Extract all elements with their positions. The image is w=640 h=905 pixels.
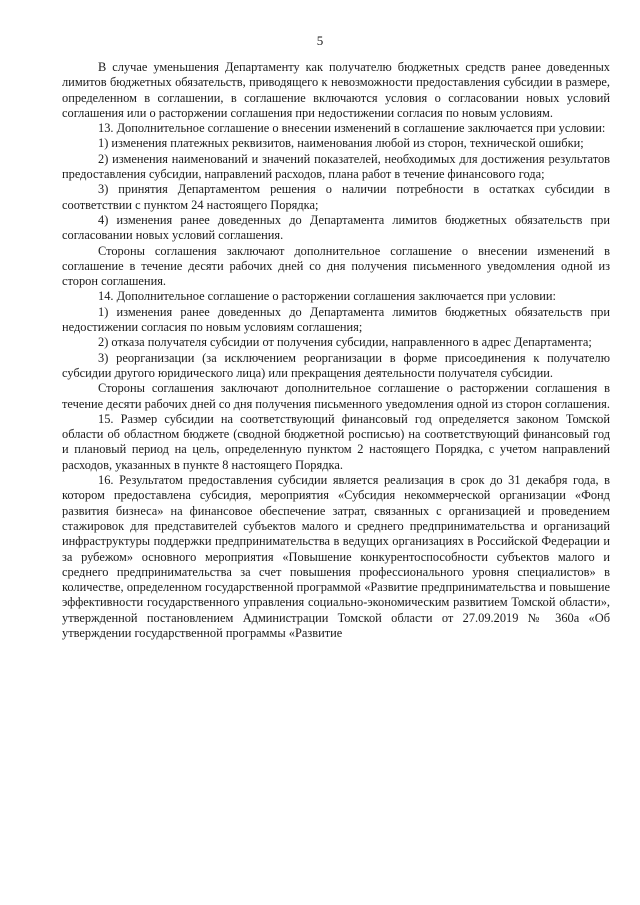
paragraph-13-item-4: 4) изменения ранее доведенных до Департамента лимитов бюджетных обязательств при согласовании новых условий соглашения.: [62, 212, 610, 243]
paragraph-13-heading: 13. Дополнительное соглашение о внесении изменений в соглашение заключается при условии:: [98, 121, 606, 136]
paragraph-14-terms: Стороны соглашения заключают дополнительное соглашение о расторжении соглашения в течение десяти рабочих дней со дня получения письменного уведомления одной из сторон соглашения.: [62, 381, 610, 411]
paragraph-14-heading: 14. Дополнительное соглашение о расторжении соглашения заключается при условии:: [98, 289, 556, 304]
page-number: 5: [316, 33, 324, 48]
paragraph-15: 15. Размер субсидии на соответствующий финансовый год определяется законом Томской области об областном бюджете (сводной бюджетной росписью) на соответствующий финансовый год и плановый период на цель, определенную пунктом 2 настоящего Порядка, с учетом направлений расходов, указанных в пункте 8 настоящего Порядка.: [62, 411, 610, 472]
paragraph-14-item-2: 2) отказа получателя субсидии от получения субсидии, направленного в адрес Департамента;: [98, 335, 592, 350]
paragraph-budget-limits: В случае уменьшения Департаменту как получателю бюджетных средств ранее доведенных лимитов бюджетных обязательств, приводящего к невозможности предоставления субсидии в размере, определенном в соглашении, в соглашение включаются условия о согласовании новых условий соглашения или о расторжении соглашения при недостижении согласия по новым условиям.: [62, 60, 610, 120]
paragraph-14-item-3: 3) реорганизации (за исключением реорганизации в форме присоединения к получателю субсидии другого юридического лица) или прекращения деятельности получателя субсидии.: [62, 350, 610, 380]
paragraph-13-item-2: 2) изменения наименований и значений показателей, необходимых для достижения результатов предоставления субсидии, направлений расходов, плана работ в течение финансового года;: [62, 151, 610, 182]
paragraph-13-item-3: 3) принятия Департаментом решения о наличии потребности в остатках субсидии в соответствии с пунктом 24 настоящего Порядка;: [62, 182, 610, 212]
paragraph-13-item-1: 1) изменения платежных реквизитов, наименования любой из сторон, технической ошибки;: [98, 136, 584, 151]
paragraph-14-item-1: 1) изменения ранее доведенных до Департамента лимитов бюджетных обязательств при недостижении согласия по новым условиям соглашения;: [62, 304, 610, 335]
paragraph-16: 16. Результатом предоставления субсидии является реализация в срок до 31 декабря года, в котором предоставлена субсидия, мероприятия «Субсидия некоммерческой организации «Фонд развития бизнеса» на финансовое обеспечение затрат, связанных с организацией и проведением стажировок для представителей субъектов малого и среднего предпринимательства и организаций инфраструктуры поддержки предпринимательства в ведущих организациях в Российской Федерации и за рубежом» основного мероприятия «Повышение конкурентоспособности субъектов малого и среднего предпринимательства за счет повышения профессионального уровня специалистов» в количестве, определенном государственной программой «Развитие предпринимательства и повышение эффективности государственного управления социально-экономическим развитием Томской области», утвержденной постановлением Администрации Томской области от 27.09.2019 № 360а «Об утверждении государственной программы «Развитие: [62, 473, 610, 640]
document-body: [62, 60, 610, 641]
paragraph-13-terms: Стороны соглашения заключают дополнительное соглашение о внесении изменений в соглашение в течение десяти рабочих дней со дня получения письменного уведомления одной из сторон соглашения.: [62, 243, 610, 289]
